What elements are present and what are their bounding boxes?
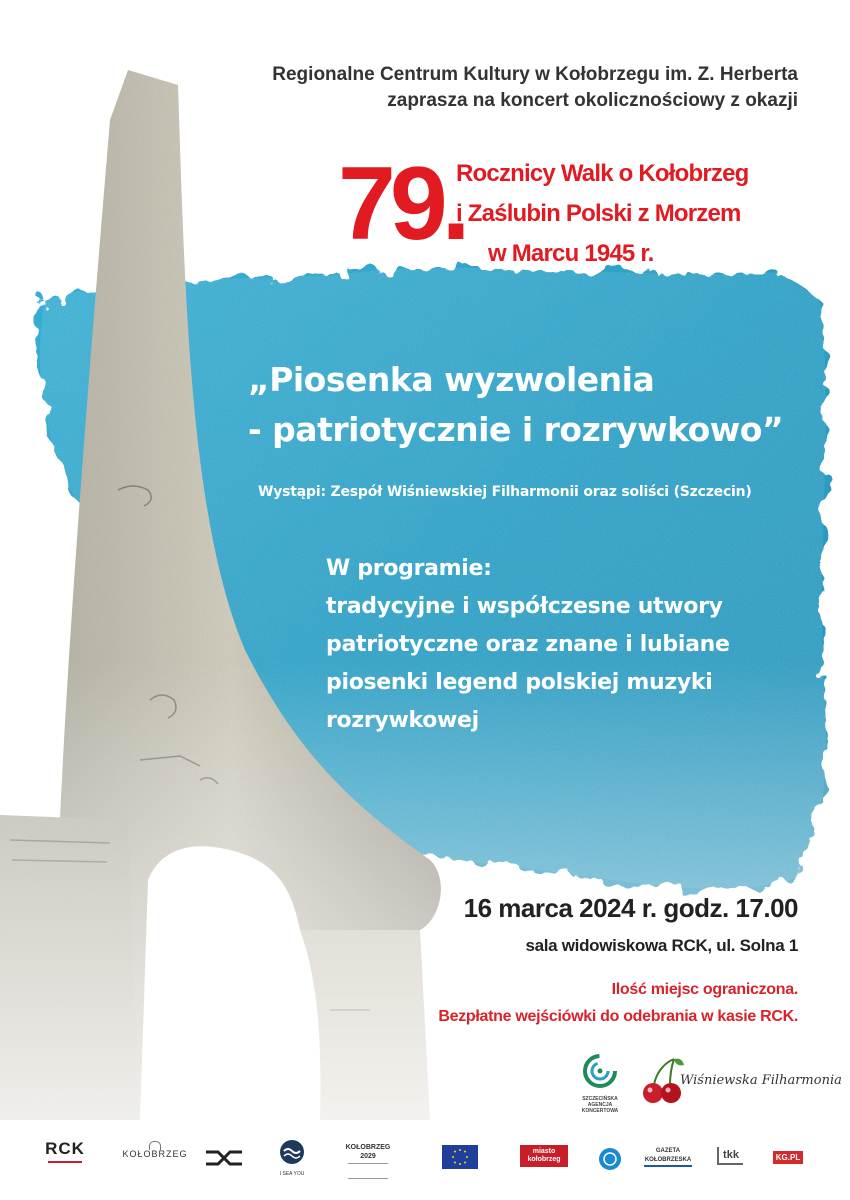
- radio-logo: [596, 1147, 624, 1197]
- cherries-icon: [640, 1055, 685, 1110]
- anniversary-number: 79.: [338, 146, 465, 262]
- gazeta-kolobrzeska-logo: GAZETA KOŁOBRZESKA: [644, 1147, 692, 1197]
- event-venue: sala widowiskowa RCK, ul. Solna 1: [525, 936, 798, 955]
- kolobrzeg-2029-logo: KOŁOBRZEG 2029: [338, 1143, 398, 1193]
- notes-line-2: Bezpłatne wejściówki do odebrania w kasie RCK.: [438, 1008, 798, 1025]
- dc-logo: [203, 1149, 245, 1199]
- wave-circle-icon: [279, 1139, 305, 1165]
- notes-line-1: Ilość miejsc ograniczona.: [611, 981, 798, 998]
- program-line: tradycyjne i współczesne utwory: [326, 594, 723, 619]
- header-line-1: Regionalne Centrum Kultury w Kołobrzegu im. Z. Herberta: [272, 64, 798, 85]
- agency-logo: [575, 1053, 625, 1125]
- title-line-2: - patriotycznie i rozrywkowo”: [248, 410, 784, 449]
- rck-logo: RCK: [40, 1139, 90, 1189]
- program-line: rozrywkowej: [326, 708, 479, 733]
- performers-text: Wystąpi: Zespół Wiśniewskiej Filharmonii oraz soliści (Szczecin): [258, 484, 752, 500]
- anniversary-block: [338, 146, 808, 270]
- anniversary-line-3: w Marcu 1945 r.: [488, 240, 654, 267]
- philharmonic-logo: [640, 1055, 842, 1115]
- philharmonic-label: Wiśniewska Filharmonia: [680, 1073, 842, 1088]
- agency-label: SZCZECIŃSKA AGENCJA KONCERTOWA: [581, 1096, 619, 1114]
- program-line: patriotyczne oraz znane i lubiane: [326, 632, 730, 657]
- kolobrzeg-logo: KOŁOBRZEG: [115, 1141, 195, 1191]
- anniversary-line-2: i Zaślubin Polski z Morzem: [456, 200, 741, 227]
- miasto-kolobrzeg-logo: miasto kołobrzeg: [520, 1145, 568, 1195]
- title-line-1: „Piosenka wyzwolenia: [248, 360, 655, 399]
- anniversary-line-1: Rocznicy Walk o Kołobrzeg: [456, 160, 749, 187]
- kg-pl-logo: KG.PL: [768, 1147, 808, 1197]
- i-sea-you-logo: I SEA YOU: [272, 1139, 312, 1189]
- program-heading: W programie:: [326, 556, 492, 581]
- program-block: [326, 550, 806, 740]
- header-line-2: zaprasza na koncert okolicznościowy z okazji: [387, 90, 798, 111]
- dc-mark-icon: [204, 1149, 244, 1167]
- admission-notes: [298, 976, 798, 1030]
- program-line: piosenki legend polskiej muzyki: [326, 670, 713, 695]
- radio-circle-icon: [598, 1147, 622, 1171]
- tkk-logo: tkk: [706, 1145, 754, 1195]
- organizer-header: [98, 62, 798, 114]
- footer-logo-strip: [0, 1135, 850, 1195]
- eu-flag-icon: [442, 1145, 478, 1169]
- event-date: 16 marca 2024 r. godz. 17.00: [463, 893, 798, 923]
- eu-flag-logo: [440, 1145, 480, 1195]
- agency-swirl-icon: [580, 1053, 620, 1091]
- concert-title: [248, 355, 808, 455]
